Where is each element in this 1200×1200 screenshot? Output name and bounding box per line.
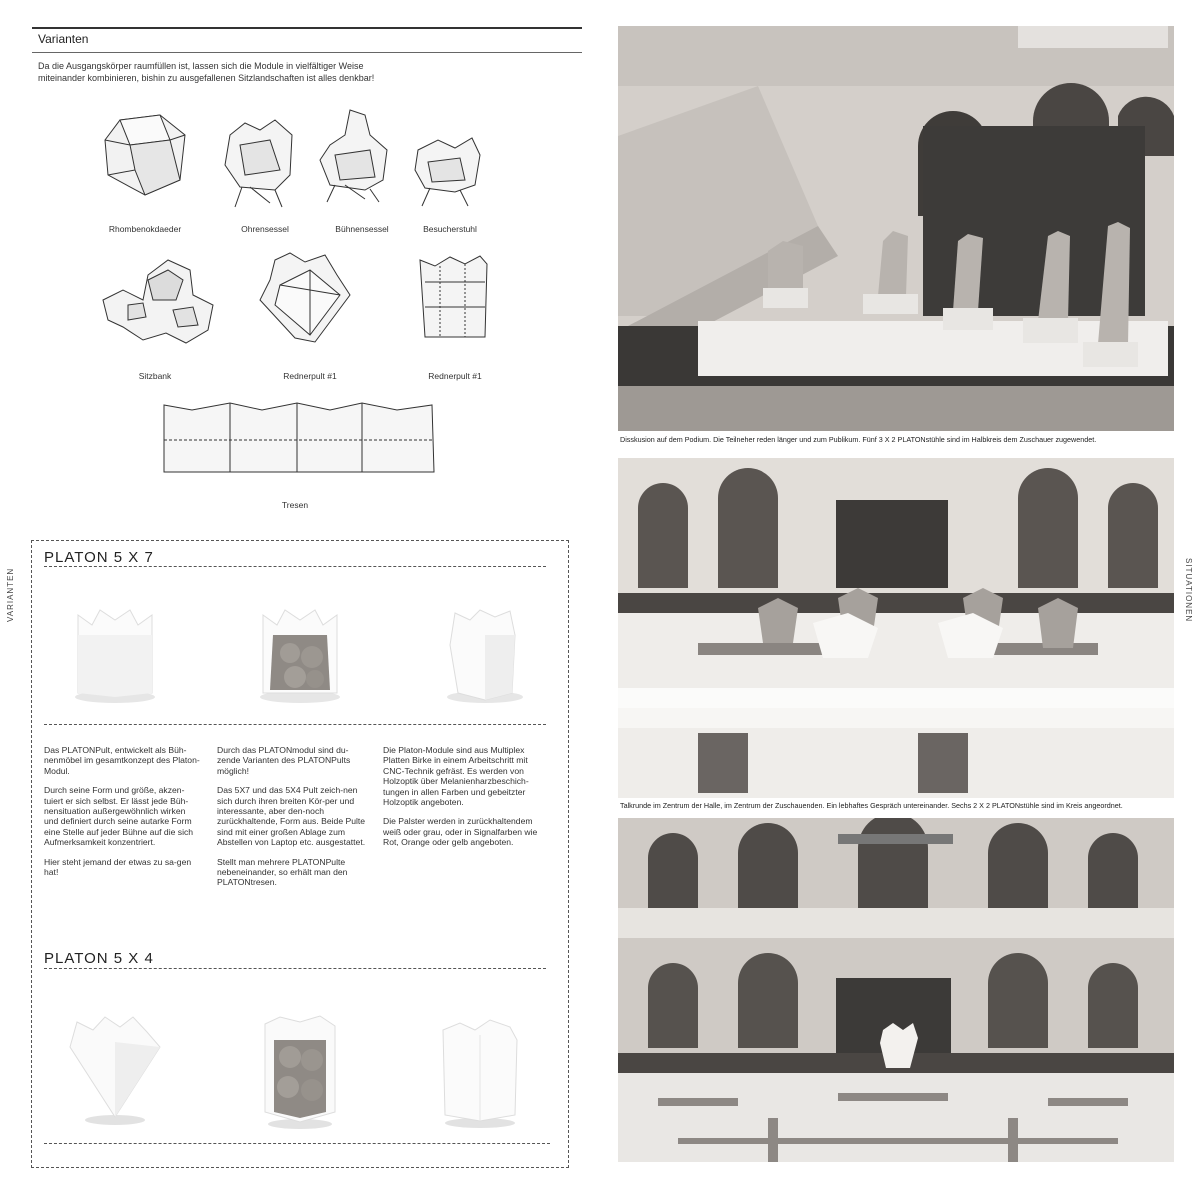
platon-5x7-rule [44,566,546,567]
label-tresen: Tresen [281,500,309,510]
platon-5x4-rule [44,968,546,969]
col2-paragraph-1: Durch das PLATONmodul sind du-zende Varianten des PLATONPults möglich! [217,745,351,776]
photo-talkrunde [618,458,1174,798]
col1-paragraph-3: Hier steht jemand der etwas zu sa-gen hat! [44,856,192,878]
platon-5x7-title: PLATON 5 X 7 [44,549,154,566]
col2-paragraph-2: Das 5X7 und das 5X4 Pult zeich-nen sich durch ihren breiten Kör-per und interessante, aber den-noch zurückhaltende, Form aus. Beide Pulte sind mit einer großen Ablage zum Abstellen von Laptop etc. ausgestattet. [217,785,366,848]
caption-talkrunde: Talkrunde im Zentrum der Halle, im Zentrum der Zuschauenden. Ein lebhaftes Gespräch untereinander. Sechs 2 X 2 PLATONstühle sind im Kreis angeordnet. [620,801,1123,810]
platon-5x7-open-image [255,605,345,705]
platon-5x7-side-image [440,605,530,705]
photo-rednerpult-hall [618,818,1174,1162]
platon-5x7-bottom-rule [44,724,546,725]
side-label-varianten: VARIANTEN [6,567,15,622]
photo-podium-discussion [618,26,1174,431]
label-rednerpult-1: Rednerpult #1 [283,371,337,381]
intro-line-1: Da die Ausgangskörper raumfüllen ist, lassen sich die Module in vielfältiger Weise [38,61,364,71]
platon-text-column-3 [383,745,548,857]
label-besucherstuhl: Besucherstuhl [423,224,477,234]
label-rhombenokdaeder: Rhombenokdaeder [108,224,182,234]
col1-paragraph-2: Durch seine Form und größe, akzen-tuiert er sich selbst. Er lässt jede Büh-nensituation außergewöhnlich wirken und definiert durch seine autarke Form eine Stelle auf jeder Bühne auf die sich Aufmerksamkeit konzentriert. [44,785,194,848]
side-label-situationen: SITUATIONEN [1184,558,1193,623]
podium-scene [618,26,1174,431]
platon-text-column-2 [217,745,367,897]
platon-5x4-title: PLATON 5 X 4 [44,950,154,967]
heading-rule [32,52,582,53]
label-sitzbank: Sitzbank [138,371,172,381]
caption-podium: Disskusion auf dem Podium. Die Teilneher reden länger und zum Publikum. Fünf 3 X 2 PLATONstühle sind im Halbkreis dem Zuschauer zugewendet. [620,435,1097,444]
platon-5x4-bottom-rule [44,1143,550,1144]
platon-text-column-1 [44,745,202,886]
col3-paragraph-1: Die Platon-Module sind aus Multiplex Platten Birke in einem Arbeitschritt mit CNC-Technik gefräst. Es werden von Holzoptik über Melanienharzbeschich-tungen in allen Farben und gebeitzter Holzoptik angeboten. [383,745,529,808]
tresen-drawing [162,400,437,480]
col1-paragraph-1: Das PLATONPult, entwickelt als Büh-nenmöbel im gesamtkonzept des Platon-Modul. [44,745,200,776]
buehnensessel-drawing [315,105,395,205]
hall-scene [618,818,1174,1162]
label-ohrensessel: Ohrensessel [241,224,289,234]
besucherstuhl-drawing [410,130,485,210]
platon-5x4-open-image [260,1012,340,1132]
rhombenokdaeder-drawing [100,110,190,200]
platon-5x4-side-image [435,1015,525,1130]
rednerpult-2-drawing [415,252,495,347]
label-rednerpult-2: Rednerpult #1 [428,371,482,381]
platon-5x4-front-image [65,1012,165,1127]
intro-line-2: miteinander kombinieren, bishin zu ausgefallenen Sitzlandschaften ist alles denkbar! [38,73,375,83]
section-heading: Varianten [38,32,89,46]
col2-paragraph-3: Stellt man mehrere PLATONPulte nebeneinander, so erhält man den PLATONtresen. [217,856,348,888]
intro-text [38,60,374,84]
platon-5x7-front-image [70,605,160,705]
label-buehnensessel: Bühnensessel [335,224,389,234]
rednerpult-1-drawing [255,250,355,350]
top-rule [32,27,582,29]
talkrunde-scene [618,458,1174,798]
col3-paragraph-2: Die Palster werden in zurückhaltendem weiß oder grau, oder in Signalfarben wie Rot, Orange oder gelb angeboten. [383,816,538,848]
ohrensessel-drawing [220,115,300,210]
sitzbank-drawing [98,255,218,350]
